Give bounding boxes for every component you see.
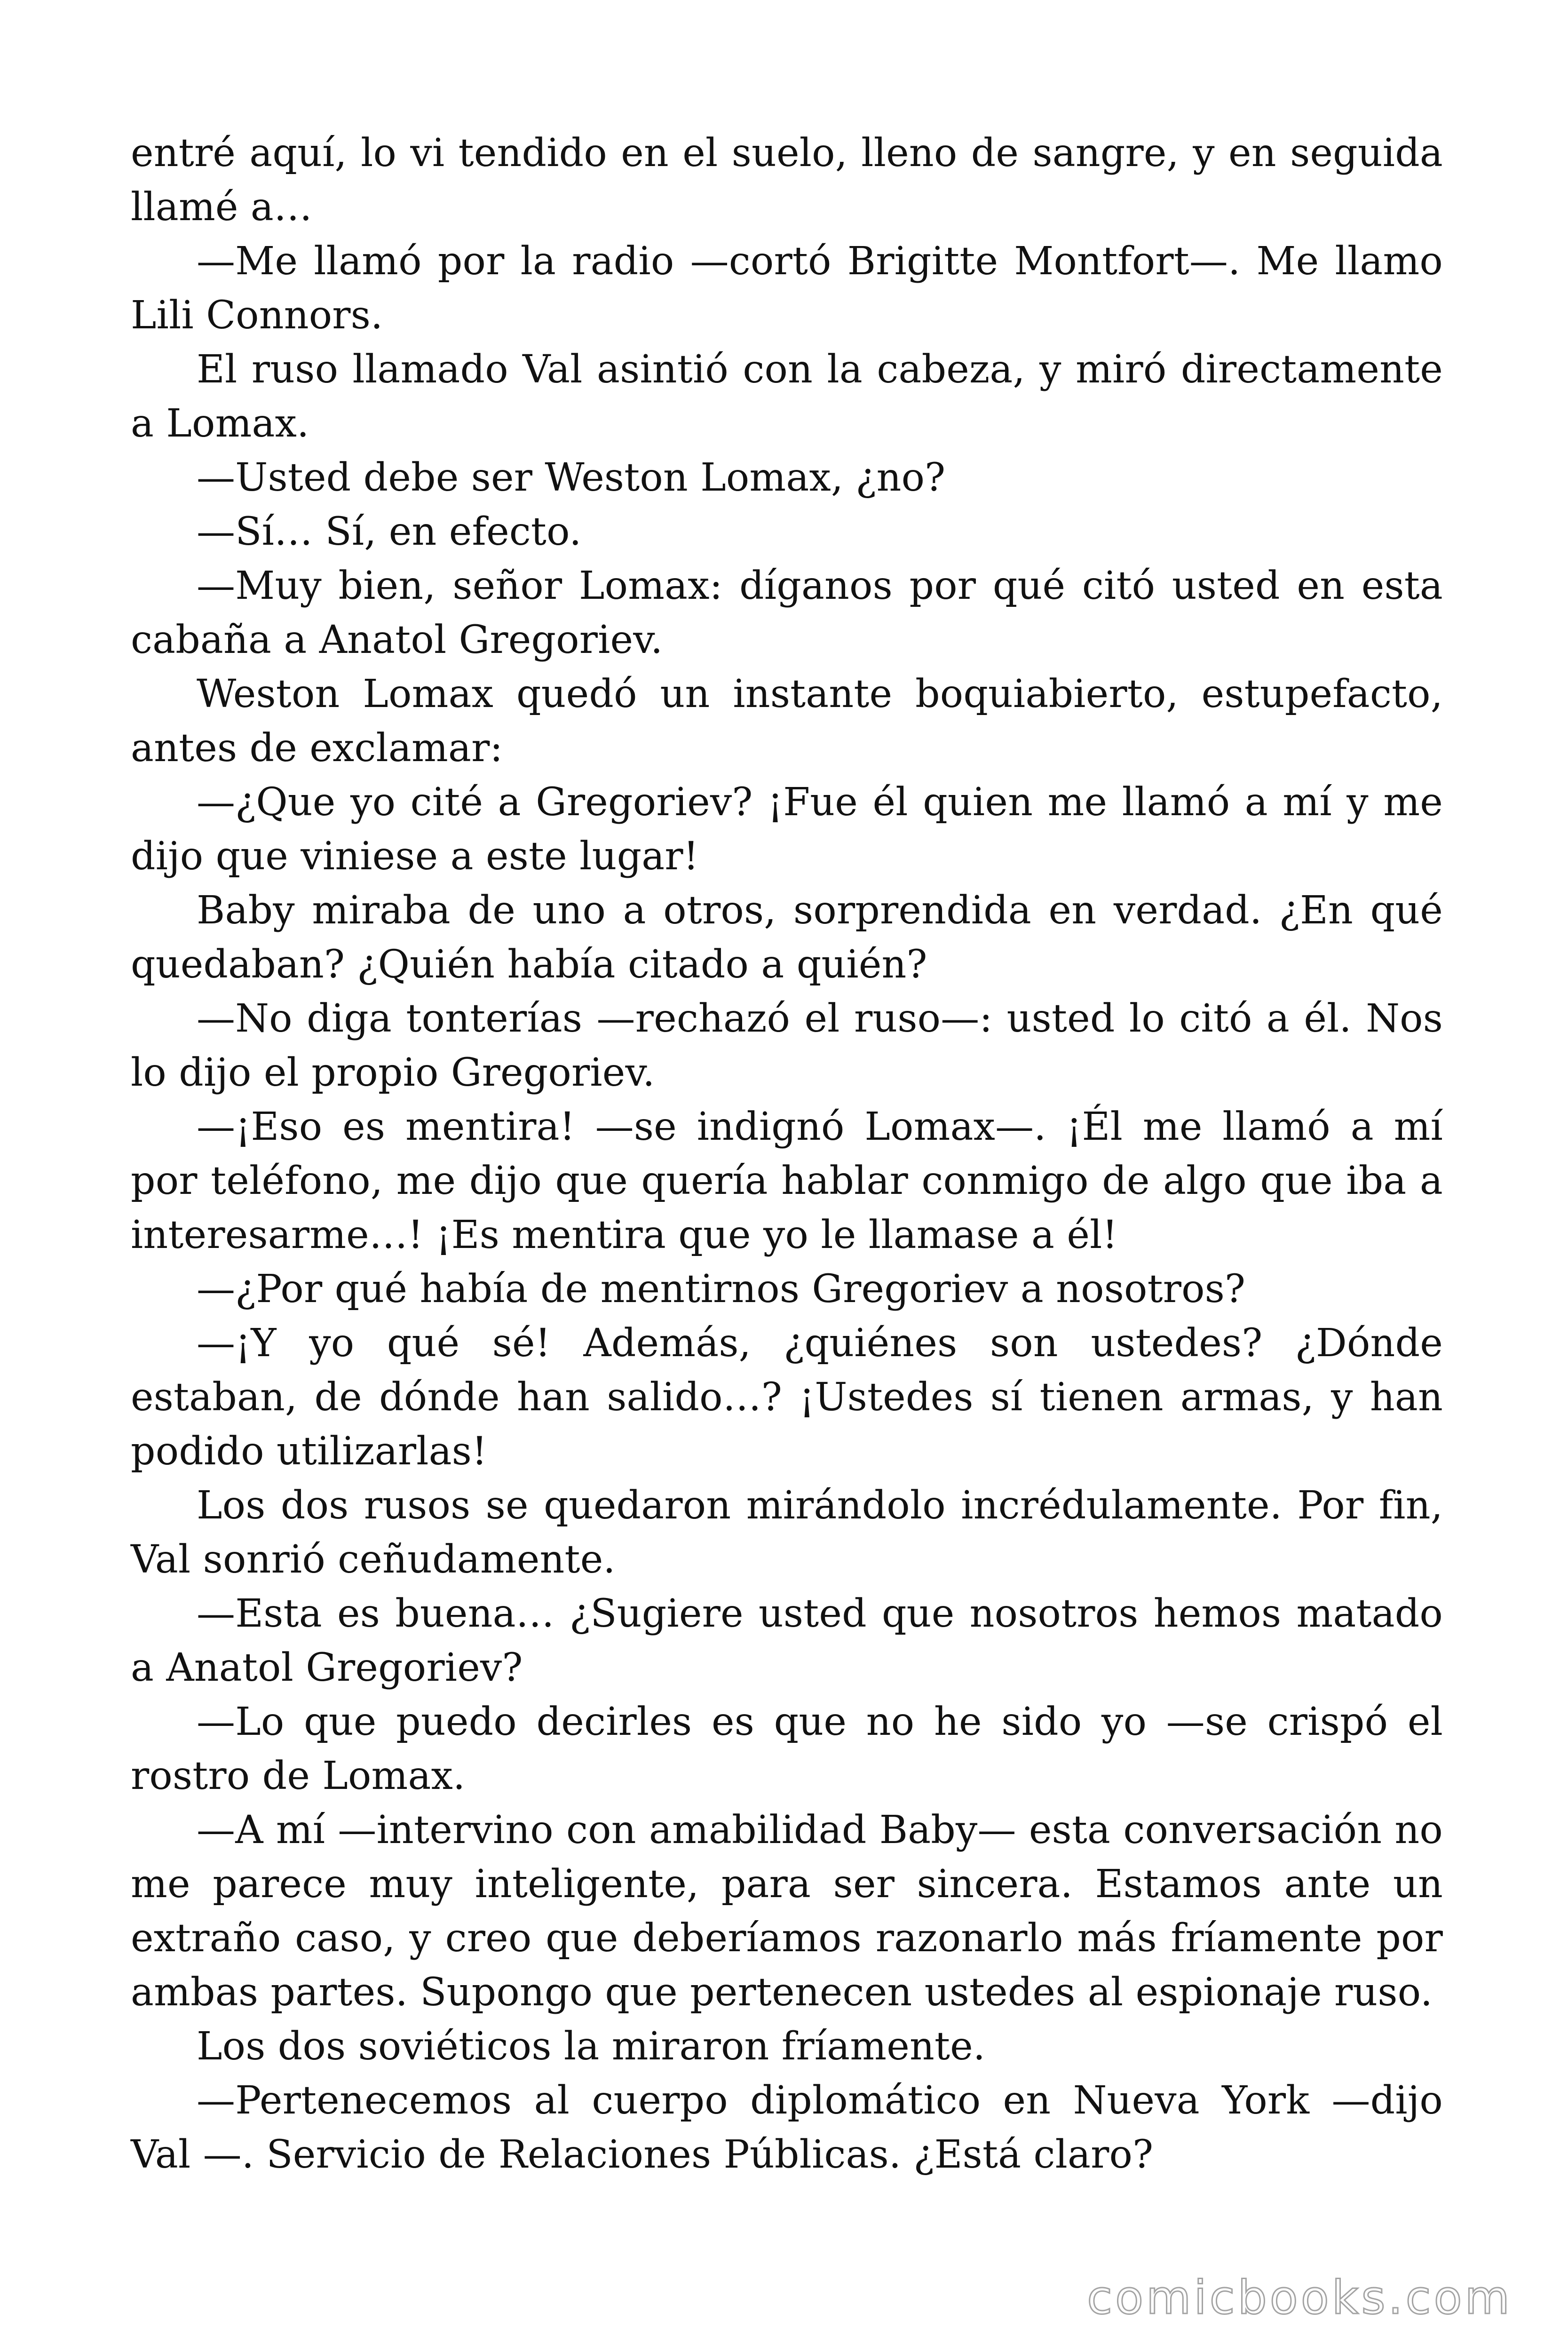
paragraph: —Muy bien, señor Lomax: díganos por qué citó usted en esta cabaña a Anatol Gregoriev. [131,564,1443,662]
paragraph: —¿Que yo cité a Gregoriev? ¡Fue él quien me llamó a mí y me dijo que viniese a este lugar! [131,780,1443,879]
paragraph: —Me llamó por la radio —cortó Brigitte Montfort—. Me llamo Lili Connors. [131,239,1443,338]
paragraph: Baby miraba de uno a otros, sorprendida en verdad. ¿En qué quedaban? ¿Quién había citado a quién? [131,888,1443,987]
paragraph: entré aquí, lo vi tendido en el suelo, lleno de sangre, y en seguida llamé a… [131,131,1443,230]
paragraph: —Lo que puedo decirles es que no he sido yo —se crispó el rostro de Lomax. [131,1700,1443,1798]
paragraph: —Pertenecemos al cuerpo diplomático en Nueva York —dijo Val —. Servicio de Relaciones Públicas. ¿Está claro? [131,2078,1443,2177]
paragraph: —¡Y yo qué sé! Además, ¿quiénes son ustedes? ¿Dónde estaban, de dónde han salido…? ¡Ustedes sí tienen armas, y han podido utilizarlas! [131,1321,1443,1474]
paragraph: —Sí… Sí, en efecto. [197,509,582,554]
paragraph: —¿Por qué había de mentirnos Gregoriev a nosotros? [197,1267,1246,1311]
paragraph: Los dos soviéticos la miraron fríamente. [197,2024,986,2069]
page-body [131,126,1443,2182]
paragraph: —A mí —intervino con amabilidad Baby— esta conversación no me parece muy inteligente, para ser sincera. Estamos ante un extraño caso, y creo que deberíamos razonarlo más fríamente por ambas partes. Supongo que pertenecen ustedes al espionaje ruso. [131,1808,1443,2015]
paragraph: —Usted debe ser Weston Lomax, ¿no? [197,455,946,500]
paragraph: —No diga tonterías —rechazó el ruso—: usted lo citó a él. Nos lo dijo el propio Gregoriev. [131,996,1443,1095]
paragraph: —Esta es buena… ¿Sugiere usted que nosotros hemos matado a Anatol Gregoriev? [131,1591,1443,1690]
paragraph: Weston Lomax quedó un instante boquiabierto, estupefacto, antes de exclamar: [131,672,1443,771]
paragraph: El ruso llamado Val asintió con la cabeza, y miró directamente a Lomax. [131,347,1443,446]
paragraph: —¡Eso es mentira! —se indignó Lomax—. ¡Él me llamó a mí por teléfono, me dijo que quería hablar conmigo de algo que iba a interesarme…! ¡Es mentira que yo le llamase a él! [131,1104,1443,1257]
paragraph: Los dos rusos se quedaron mirándolo incrédulamente. Por fin, Val sonrió ceñudamente. [131,1483,1443,1582]
watermark: comicbooks.com [1087,2271,1513,2325]
